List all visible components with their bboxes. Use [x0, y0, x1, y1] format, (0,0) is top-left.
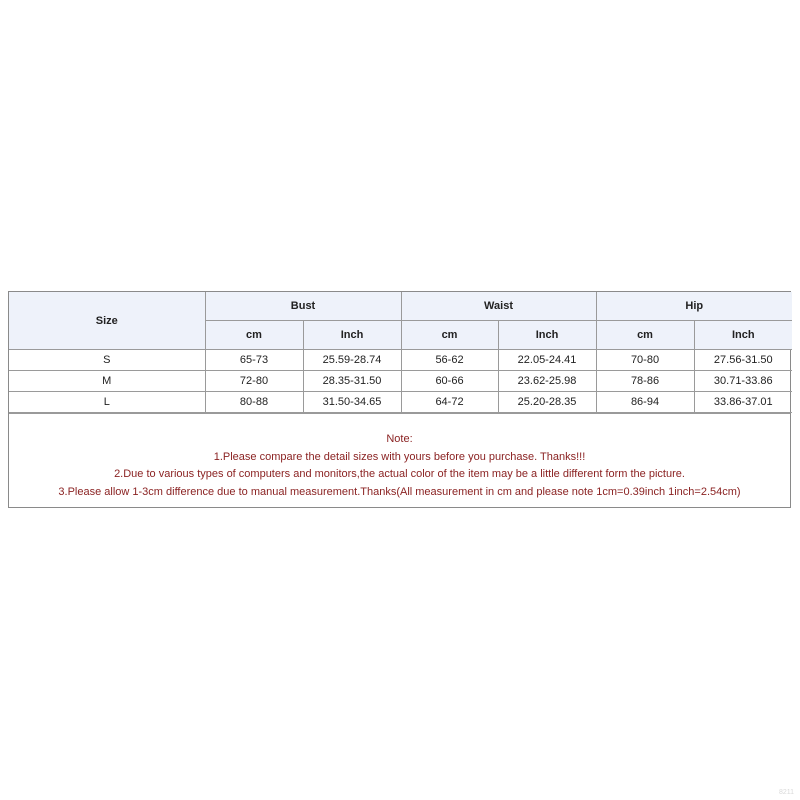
table-cell: 72-80 — [205, 371, 303, 392]
table-row-m — [9, 371, 792, 392]
header-hip-inch: Inch — [694, 321, 792, 350]
notes-title: Note: — [386, 433, 413, 445]
table-cell: 65-73 — [205, 350, 303, 371]
notes-section — [9, 413, 790, 507]
table-cell: 80-88 — [205, 392, 303, 413]
table-cell: 22.05-24.41 — [498, 350, 596, 371]
header-waist-inch: Inch — [498, 321, 596, 350]
table-row-l — [9, 392, 792, 413]
header-bust: Bust — [205, 292, 401, 321]
table-cell: 23.62-25.98 — [498, 371, 596, 392]
header-bust-cm: cm — [205, 321, 303, 350]
table-cell: 60-66 — [401, 371, 498, 392]
header-waist-cm: cm — [401, 321, 498, 350]
size-chart — [8, 291, 791, 508]
header-hip-cm: cm — [596, 321, 694, 350]
table-cell: 86-94 — [596, 392, 694, 413]
watermark: 8211 — [778, 789, 794, 796]
row-size-label: M — [9, 371, 205, 392]
header-bust-inch: Inch — [303, 321, 401, 350]
table-cell: 64-72 — [401, 392, 498, 413]
table-cell: 25.59-28.74 — [303, 350, 401, 371]
note-line-1: 1.Please compare the detail sizes with yours before you purchase. Thanks!!! — [213, 450, 586, 463]
size-table — [9, 292, 792, 413]
table-cell: 31.50-34.65 — [303, 392, 401, 413]
header-row-groups — [9, 292, 792, 321]
table-cell: 25.20-28.35 — [498, 392, 596, 413]
header-waist: Waist — [401, 292, 596, 321]
table-cell: 56-62 — [401, 350, 498, 371]
header-size: Size — [9, 292, 205, 350]
table-row-s — [9, 350, 792, 371]
table-cell: 30.71-33.86 — [694, 371, 792, 392]
row-size-label: L — [9, 392, 205, 413]
row-size-label: S — [9, 350, 205, 371]
table-cell: 33.86-37.01 — [694, 392, 792, 413]
table-cell: 70-80 — [596, 350, 694, 371]
note-line-3: 3.Please allow 1-3cm difference due to manual measurement.Thanks(All measurement in cm and please note 1cm=0.39inch 1inch=2.54cm) — [58, 485, 741, 498]
table-cell: 78-86 — [596, 371, 694, 392]
table-cell: 27.56-31.50 — [694, 350, 792, 371]
table-cell: 28.35-31.50 — [303, 371, 401, 392]
header-hip: Hip — [596, 292, 792, 321]
note-line-2: 2.Due to various types of computers and monitors,the actual color of the item may be a little different form the picture. — [114, 468, 685, 480]
